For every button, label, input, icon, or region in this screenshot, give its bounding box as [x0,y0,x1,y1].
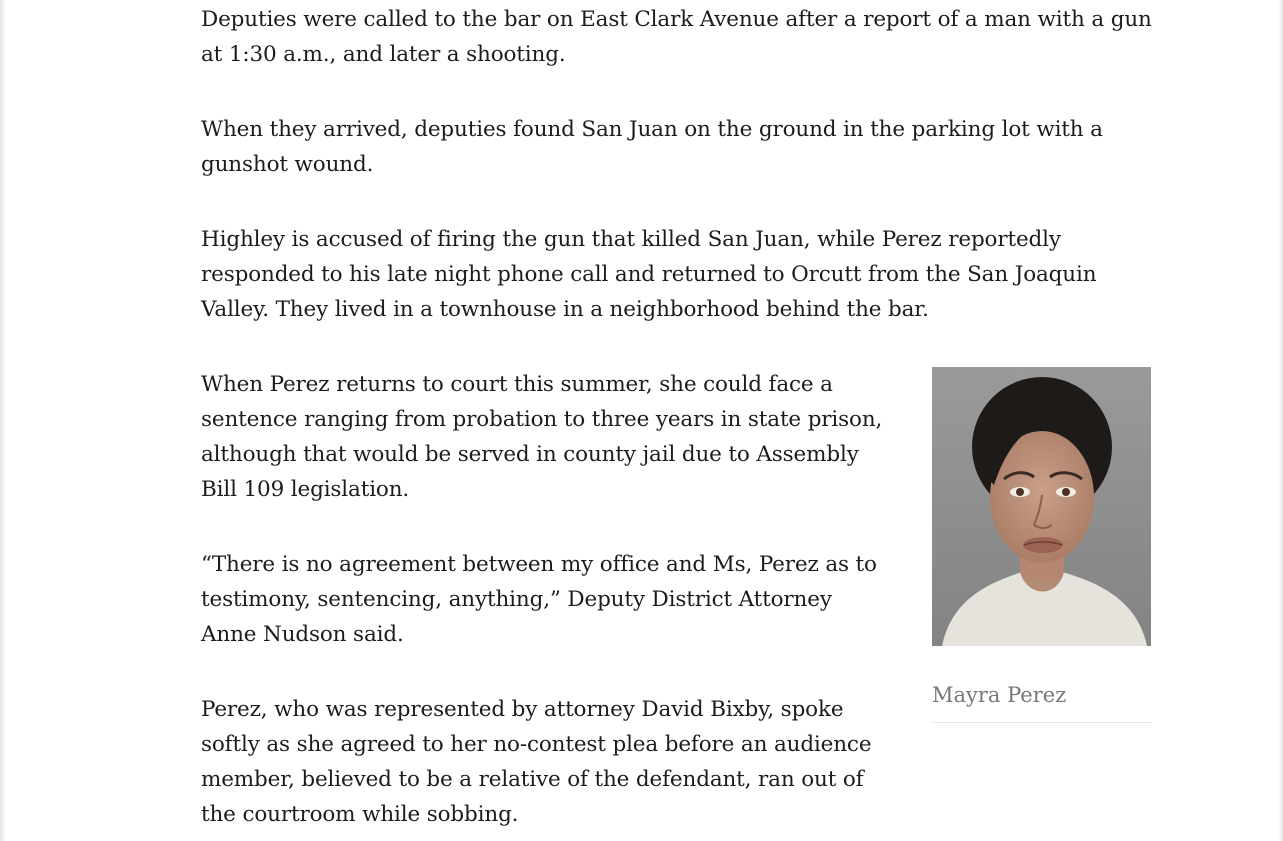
paragraph-line: at 1:30 a.m., and later a shooting. [201,42,566,67]
page-frame-right [1278,0,1283,841]
paragraph-line: the courtroom while sobbing. [201,802,519,827]
paragraph-line: Perez, who was represented by attorney David Bixby, spoke [201,697,844,722]
paragraph-line: Valley. They lived in a townhouse in a neighborhood behind the bar. [201,297,929,322]
article-paragraph-1 [201,2,1152,72]
paragraph-line: Deputies were called to the bar on East Clark Avenue after a report of a man with a gun [201,7,1152,32]
paragraph-line: responded to his late night phone call and returned to Orcutt from the San Joaquin [201,262,1097,287]
paragraph-line: gunshot wound. [201,152,374,177]
paragraph-line: testimony, sentencing, anything,” Deputy District Attorney [201,587,832,612]
article-paragraph-3 [201,222,1096,327]
paragraph-line: Highley is accused of firing the gun that killed San Juan, while Perez reportedly [201,227,1061,252]
photo-caption: Mayra Perez [932,680,1151,723]
article-paragraph-4 [201,367,882,507]
article-paragraph-2 [201,112,1103,182]
paragraph-line: Bill 109 legislation. [201,477,410,502]
paragraph-line: softly as she agreed to her no-contest plea before an audience [201,732,872,757]
paragraph-line: although that would be served in county jail due to Assembly [201,442,859,467]
paragraph-line: sentence ranging from probation to three years in state prison, [201,407,883,432]
mugshot-photo[interactable] [932,367,1151,646]
article-paragraph-6 [201,692,871,832]
paragraph-line: Anne Nudson said. [201,622,404,647]
paragraph-line: When Perez returns to court this summer, she could face a [201,372,833,397]
page-frame-left [0,0,6,841]
portrait-illustration [932,367,1151,646]
article-paragraph-5 [201,547,877,652]
paragraph-line: member, believed to be a relative of the defendant, ran out of [201,767,864,792]
paragraph-line: “There is no agreement between my office and Ms, Perez as to [201,552,877,577]
paragraph-line: When they arrived, deputies found San Juan on the ground in the parking lot with a [201,117,1103,142]
